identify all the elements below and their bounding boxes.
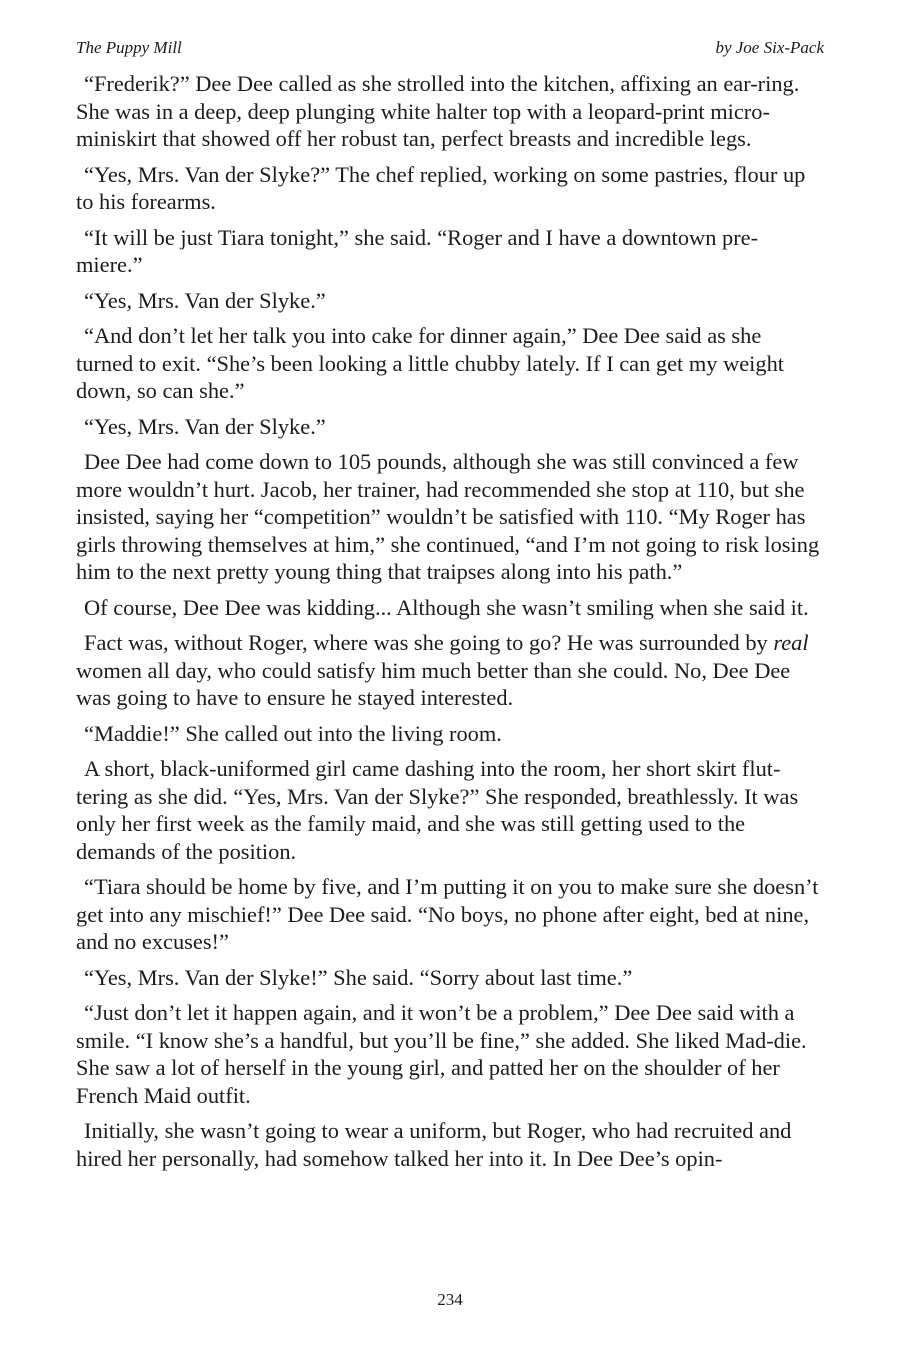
emphasis-text: real bbox=[773, 630, 809, 655]
paragraph: “Yes, Mrs. Van der Slyke!” She said. “Sorry about last time.” bbox=[84, 964, 633, 990]
body-text bbox=[76, 70, 824, 1180]
author-name: by Joe Six-Pack bbox=[715, 38, 824, 57]
paragraph: “Yes, Mrs. Van der Slyke?” The chef replied, working on some pastries, flour up to his forearms. bbox=[76, 161, 806, 214]
running-header bbox=[76, 38, 824, 60]
paragraph: Initially, she wasn’t going to wear a uniform, but Roger, who had recruited and hired her personally, had somehow talked her into it. In Dee Dee’s opin- bbox=[76, 1118, 792, 1171]
paragraph: “Tiara should be home by five, and I’m putting it on you to make sure she doesn’t get into any mischief!” Dee Dee said. “No boys, no phone after eight, bed at nine, and no excuses!” bbox=[76, 874, 819, 954]
paragraph: “Yes, Mrs. Van der Slyke.” bbox=[84, 287, 326, 313]
paragraph: A short, black-uniformed girl came dashing into the room, her short skirt flut-tering as she did. “Yes, Mrs. Van der Slyke?” She responded, breathlessly. It was only her first week as the family maid, and she was still getting used to the demands of the position. bbox=[76, 756, 799, 864]
paragraph: “Frederik?” Dee Dee called as she strolled into the kitchen, affixing an ear-ring. She was in a deep, deep plunging white halter top with a leopard-print micro-miniskirt that showed off her robust tan, perfect breasts and incredible legs. bbox=[76, 71, 800, 151]
paragraph: “And don’t let her talk you into cake for dinner again,” Dee Dee said as she turned to exit. “She’s been looking a little chubby lately. If I can get my weight down, so can she.” bbox=[76, 323, 785, 403]
paragraph: “It will be just Tiara tonight,” she said. “Roger and I have a downtown pre-miere.” bbox=[76, 224, 759, 277]
paragraph bbox=[76, 629, 824, 712]
page-number: 234 bbox=[437, 1290, 463, 1309]
paragraph-text: Fact was, without Roger, where was she going to go? He was surrounded by bbox=[84, 630, 774, 655]
paragraph: Of course, Dee Dee was kidding... Although she wasn’t smiling when she said it. bbox=[84, 594, 809, 620]
paragraph: Dee Dee had come down to 105 pounds, although she was still convinced a few more wouldn’t hurt. Jacob, her trainer, had recommended she stop at 110, but she insisted, saying her “competition” wouldn’t be satisfied with 110. “My Roger has girls throwing themselves at him,” she continued, “and I’m not going to risk losing him to the next pretty young thing that traipses along into his path.” bbox=[76, 449, 820, 584]
paragraph: “Yes, Mrs. Van der Slyke.” bbox=[84, 413, 326, 439]
book-title: The Puppy Mill bbox=[76, 38, 182, 57]
paragraph: “Just don’t let it happen again, and it won’t be a problem,” Dee Dee said with a smile. “I know she’s a handful, but you’ll be fine,” she added. She liked Mad-die. She saw a lot of herself in the young girl, and patted her on the shoulder of her French Maid outfit. bbox=[76, 1000, 807, 1108]
paragraph: “Maddie!” She called out into the living room. bbox=[84, 720, 502, 746]
paragraph-text: women all day, who could satisfy him much better than she could. No, Dee Dee was going to have to ensure he stayed interested. bbox=[76, 657, 791, 710]
